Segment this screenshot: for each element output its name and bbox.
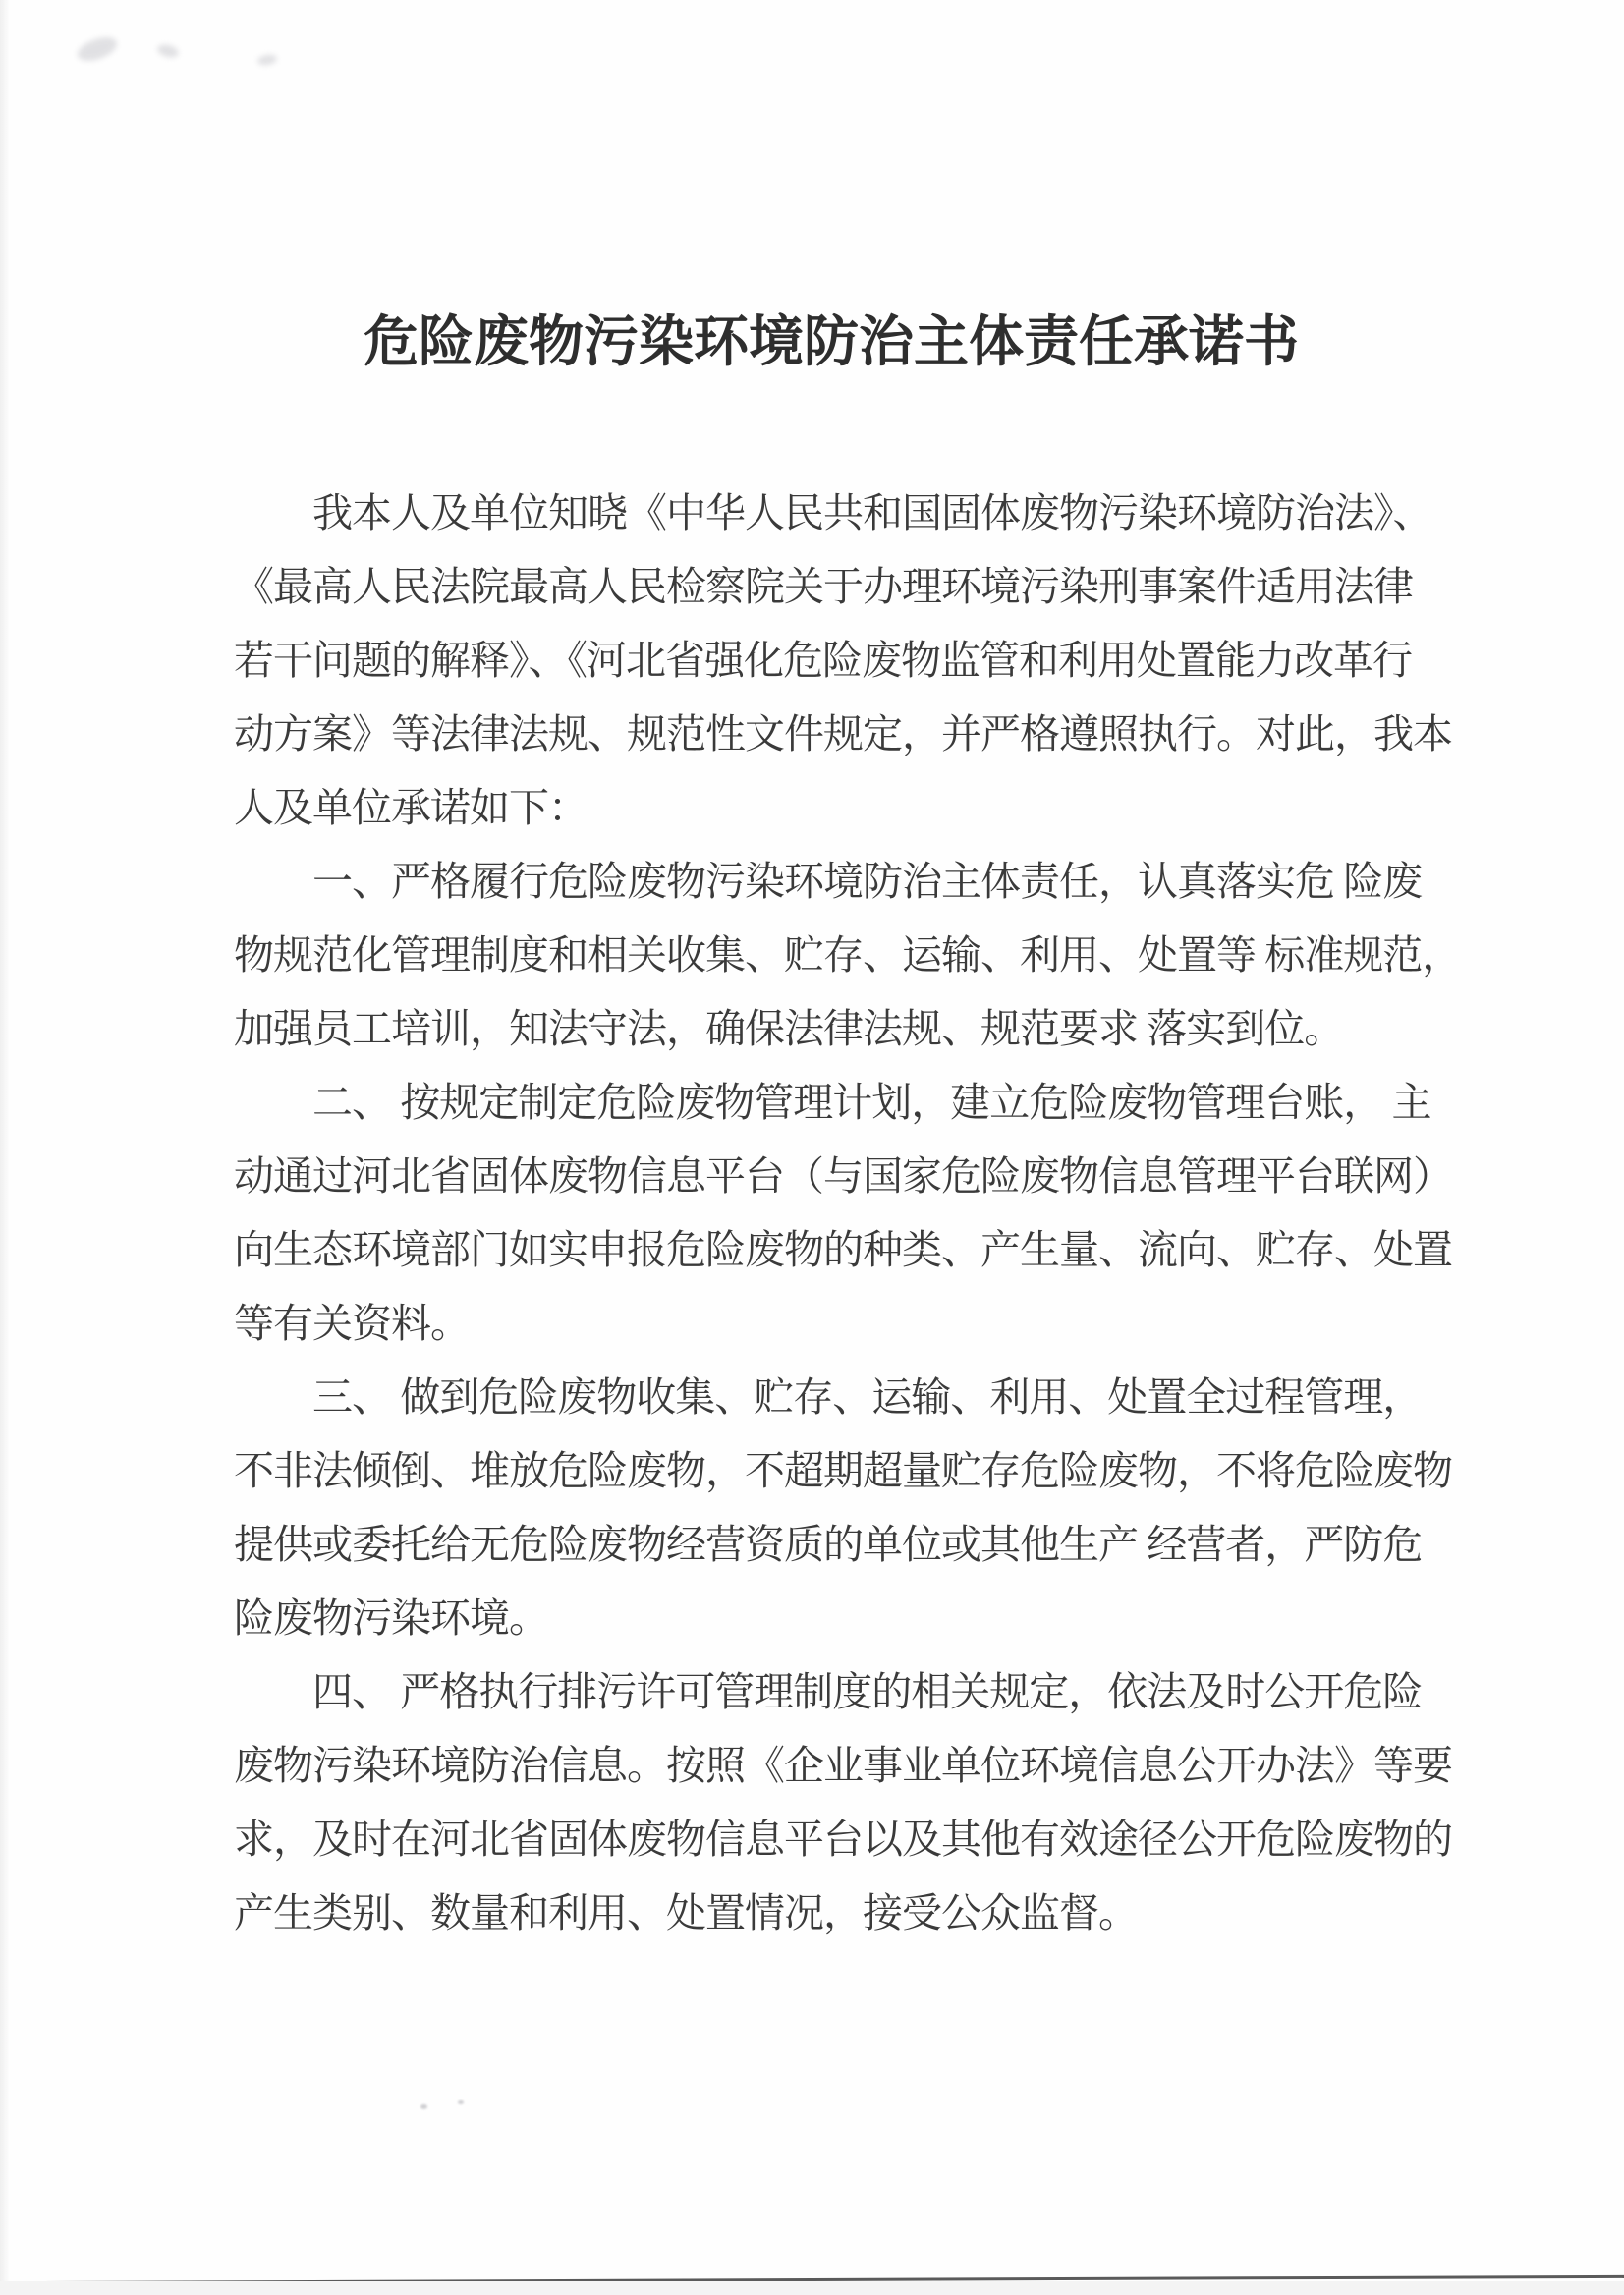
scan-bottom-margin bbox=[0, 2281, 1624, 2295]
document-title: 危险废物污染环境防治主体责任承诺书 bbox=[364, 312, 1299, 373]
body-line: 二、 按规定制定危险废物管理计划，建立危险废物管理台账， 主 bbox=[234, 1080, 1431, 1125]
body-line: 一、严格履行危险废物污染环境防治主体责任，认真落实危 险废 bbox=[234, 859, 1423, 904]
body-line: 若干问题的解释》、《河北省强化危险废物监管和利用处置能力改革行 bbox=[234, 638, 1412, 683]
body-line: 求，及时在河北省固体废物信息平台以及其他有效途径公开危险废物的 bbox=[234, 1817, 1452, 1862]
body-line: 我本人及单位知晓《中华人民共和国固体废物污染环境防治法》、 bbox=[234, 490, 1432, 535]
body-line: 废物污染环境防治信息。按照《企业事业单位环境信息公开办法》等要 bbox=[234, 1743, 1452, 1788]
body-line: 加强员工培训，知法守法，确保法律法规、规范要求 落实到位。 bbox=[234, 1006, 1344, 1051]
body-line: 人及单位承诺如下： bbox=[234, 785, 588, 830]
document-body bbox=[234, 476, 1491, 1950]
body-line: 向生态环境部门如实申报危险废物的种类、产生量、流向、贮存、处置 bbox=[234, 1227, 1452, 1272]
body-line: 不非法倾倒、堆放危险废物，不超期超量贮存危险废物，不将危险废物 bbox=[234, 1448, 1452, 1493]
body-line: 提供或委托给无危险废物经营资质的单位或其他生产 经营者，严防危 bbox=[234, 1522, 1423, 1567]
body-line: 动通过河北省固体废物信息平台（与国家危险废物信息管理平台联网） bbox=[234, 1153, 1452, 1199]
body-line: 等有关资料。 bbox=[234, 1301, 470, 1346]
body-line: 动方案》等法律法规、规范性文件规定，并严格遵照执行。对此，我本 bbox=[234, 711, 1452, 756]
body-line: 《最高人民法院最高人民检察院关于办理环境污染刑事案件适用法律 bbox=[234, 564, 1413, 609]
body-line: 三、 做到危险废物收集、贮存、运输、利用、处置全过程管理， bbox=[234, 1374, 1423, 1420]
scan-speck bbox=[420, 2104, 427, 2109]
body-line: 险废物污染环境。 bbox=[234, 1595, 548, 1641]
scan-smudge bbox=[156, 42, 180, 59]
body-line: 物规范化管理制度和相关收集、贮存、运输、利用、处置等 标准规范， bbox=[234, 932, 1462, 978]
scan-speck bbox=[458, 2100, 464, 2104]
scan-smudge bbox=[256, 53, 277, 66]
body-line: 四、 严格执行排污许可管理制度的相关规定，依法及时公开危险 bbox=[234, 1669, 1423, 1714]
scan-smudge bbox=[75, 32, 120, 65]
body-line: 产生类别、数量和利用、处置情况，接受公众监督。 bbox=[234, 1890, 1138, 1935]
